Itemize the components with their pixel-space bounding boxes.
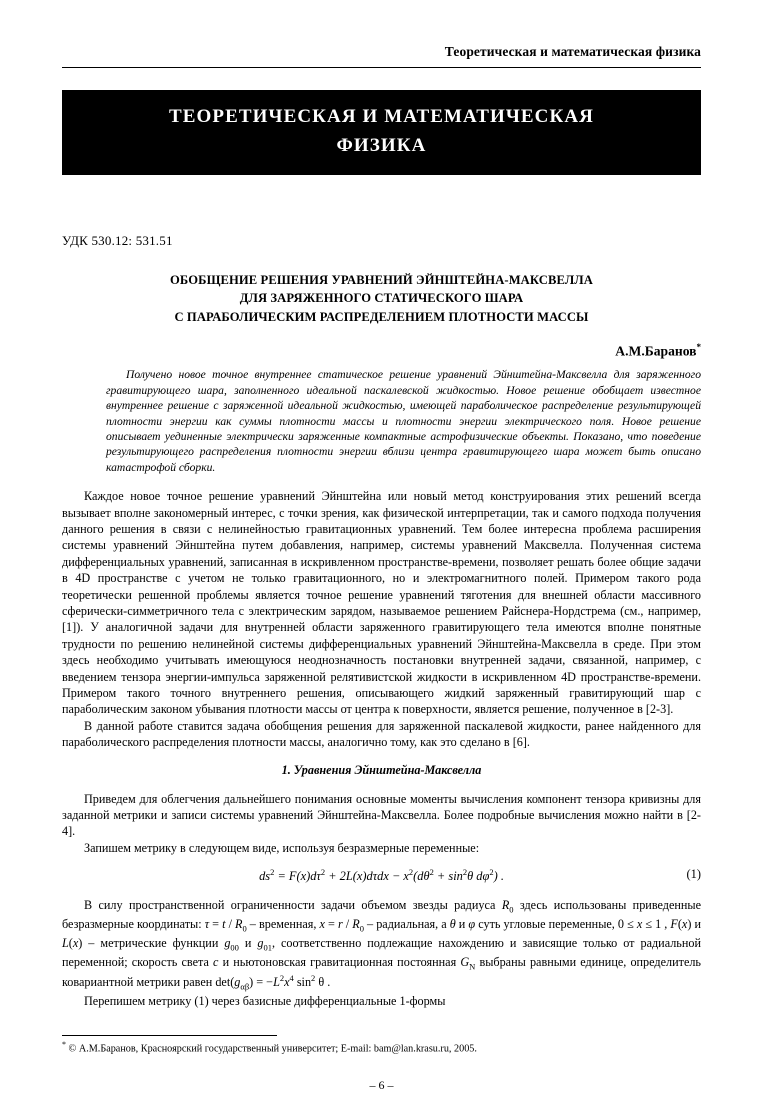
paragraph-after-eq-1: В силу пространственной ограниченности задачи объемом звезды радиуса $R_0$ здесь использованы приведенные безразмерные координаты: $\tau = t / R_0$ – временная, $x = r / R_0$ – радиальная, а θ и φ суть угловые переменные, 0 ≤ x ≤ 1 , F(x) и L(x) – метрические функции $g_{00}$ и $g_{01}$, соответственно подлежащие нахождению и зависящие только от радиальной переменной; скорость света c и ньютоновская гравитационная постоянная $G_N$ выбраны равными единице, определитель ковариантной метрики равен $\det(g_{\alpha\beta}) = -L^2x^4$ $\sin^2 \theta$ . (62, 898, 702, 992)
body-text (62, 488, 701, 751)
paragraph-after-eq-2: Перепишем метрику (1) через базисные дифференциальные 1-формы (84, 993, 446, 1008)
title-line-3: С ПАРАБОЛИЧЕСКИМ РАСПРЕДЕЛЕНИЕМ ПЛОТНОСТИ МАССЫ (174, 309, 589, 324)
footnote (62, 1040, 701, 1056)
paragraph-1: Каждое новое точное решение уравнений Эйнштейна или новый метод конструирования этих решений всегда вызывает вполне закономерный интерес, с точки зрения, как физической интерпретации, так и самого подхода получения данного решения в связи с нелинейностью гравитационных уравнений. Тем более интересна проблема расширения системы уравнений Эйнштейна путем добавления, например, системы уравнений Максвелла. Полученная система дифференциальных уравнений, записанная в искривленном пространстве-времени, позволяет решать более общие задачи в 4D пространстве с учетом не только гравитационного, но и электромагнитного полей. Примером такого рода теоретически решенной проблемы является точное решение уравнений тяготения для внешней области массивного сферически-симметричного тела с электрическим зарядом, называемое решением Райснера-Нордстрема (см., например, [1]). У аналогичной задачи для внутренней области заряженного гравитирующего тела имеются вполне понятные трудности по решению нелинейной системы дифференциальных уравнений Эйнштейна-Максвелла в среде. При этом здесь необходимо учитывать имеющуюся неоднозначность постановки внутренней задачи, связанной, например, с введением тензора энергии-импульса заряженной релятивистской жидкости в искривленном 4D пространстве-времени. Примером такого точного внутреннего решения, описывающего жидкий заряженный гравитирующий шар с параболическим законом убывания плотности массы от центра к поверхности, является решение, полученное в [2-3]. (62, 489, 701, 717)
author-label: А.М.Баранов (615, 343, 697, 359)
footnote-marker: * (62, 1040, 66, 1050)
section-body (62, 791, 701, 857)
udk-code: УДК 530.12: 531.51 (62, 233, 173, 248)
header-divider (62, 67, 701, 68)
equation-1-number: (1) (686, 867, 701, 882)
equation-1-body: $ds^2 = F(x)d\tau^2 + 2L(x)d\tau dx - x^2(d\theta^2 + \sin^2\theta$ $d\varphi^2$) . (259, 867, 504, 884)
title-line-1: ОБОБЩЕНИЕ РЕШЕНИЯ УРАВНЕНИЙ ЭЙНШТЕЙНА-МАКСВЕЛЛА (170, 273, 593, 287)
footnote-text: © А.М.Баранов, Красноярский государственный университет; E-mail: bam@lan.krasu.ru, 2005. (68, 1043, 477, 1055)
page-title (62, 271, 701, 326)
equation-1 (62, 867, 701, 884)
running-head: Теоретическая и математическая физика (444, 44, 701, 59)
section-heading: 1. Уравнения Эйнштейна-Максвелла (281, 762, 482, 777)
section-paragraph-2: Запишем метрику в следующем виде, используя безразмерные переменные: (84, 840, 480, 855)
banner-line-2: ФИЗИКА (336, 134, 427, 156)
author-name (62, 342, 701, 360)
journal-section-banner (62, 90, 701, 175)
paragraph-2: В данной работе ставится задача обобщения решения для заряженной паскалевой жидкости, ранее найденного для параболического распределения плотности массы, аналогично тому, как это сделано в [6]. (62, 718, 701, 750)
footnote-divider (62, 1035, 277, 1036)
title-line-2: ДЛЯ ЗАРЯЖЕННОГО СТАТИЧЕСКОГО ШАРА (239, 291, 524, 306)
abstract-text: Получено новое точное внутреннее статическое решение уравнений Эйнштейна-Максвелла для заряженного гравитирующего шара, заполненного идеальной паскалевской жидкостью. Новое решение обобщает известное внутреннее решение с заряженной идеальной жидкостью, имеющей параболическое распределение результирующей плотности энергии как суммы плотности массы и плотности энергии электрического поля. Новое решение описывает уединенные электрически заряженные компактные астрофизические объекты. Показано, что поведение результирующего распределения плотности энергии вблизи центра гравитирующего шара может быть описано катастрофой сборки. (106, 368, 701, 474)
page-number: – 6 – (369, 1077, 394, 1092)
post-equation-body (62, 897, 701, 1009)
banner-line-1: ТЕОРЕТИЧЕСКАЯ И МАТЕМАТИЧЕСКАЯ (168, 106, 594, 127)
section-paragraph-1: Приведем для облегчения дальнейшего понимания основные моменты вычисления компонент тензора кривизны для заданной метрики и записи системы уравнений Эйнштейна-Максвелла. Более подробные вычисления можно найти в [2-4]. (62, 791, 701, 839)
author-footnote-marker: * (696, 341, 701, 352)
abstract (62, 367, 701, 475)
